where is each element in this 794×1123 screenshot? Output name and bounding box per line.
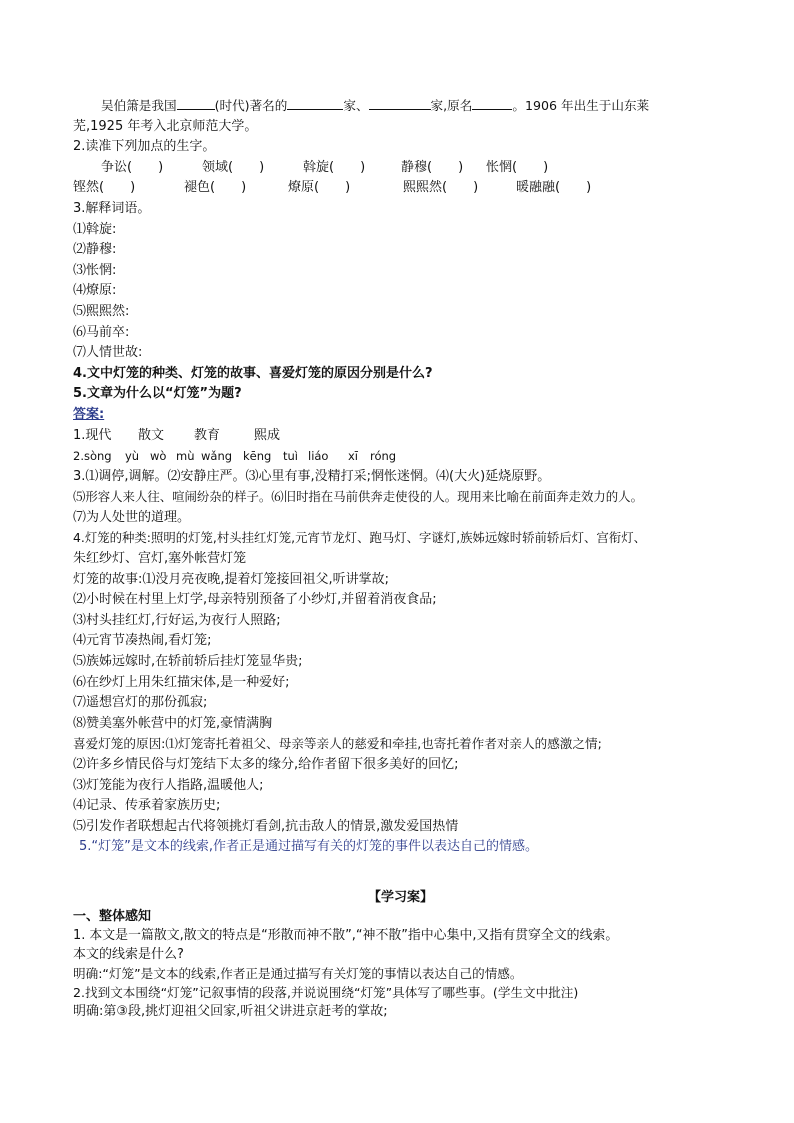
answer-4-story: ⑺遥想宫灯的那份孤寂; <box>73 695 208 711</box>
study-q2-line: 2.找到文本围绕“灯笼”记叙事情的段落,并说说围绕“灯笼”具体写了哪些事。(学生文中批注) <box>73 984 579 1000</box>
answer-label: 答案: <box>73 406 105 422</box>
answer-4-reason: ⑵许多乡情民俗与灯笼结下太多的缘分,给作者留下很多美好的回忆; <box>73 757 459 772</box>
study-q2-answer: 明确:第③段,挑灯迎祖父回家,听祖父讲进京赶考的掌故; <box>73 1003 388 1019</box>
answer-4-reason: ⑶灯笼能为夜行人指路,温暖他人; <box>73 777 264 793</box>
blank-era <box>177 96 215 110</box>
q3-item: ⑵静穆: <box>73 242 117 258</box>
q5-question: 5.文章为什么以“灯笼”为题? <box>73 386 242 402</box>
answer-3-line: ⑸形容人来人往、喧闹纷杂的样子。⑹旧时指在马前供奔走使役的人。现用来比喻在前面奔走效力的人。 <box>73 489 643 505</box>
blank-genre-2 <box>369 96 431 110</box>
answer-2: 2.sòng yù wò mù wǎng kēng tuì liáo xī róng <box>73 449 397 464</box>
answer-4-story: ⑹在纱灯上用朱红描宋体,是一种爱好; <box>73 674 290 690</box>
q2-title: 2.读准下列加点的生字。 <box>73 139 216 155</box>
q3-item: ⑹马前卒: <box>73 324 130 340</box>
q2-row-2: 铿然( ) 褪色( ) 燎原( ) 熙熙然( ) 暖融融( ) <box>73 180 592 196</box>
answer-3-line: ⑺为人处世的道理。 <box>73 509 191 525</box>
q3-item: ⑺人情世故: <box>73 345 143 361</box>
answer-4-types: 朱红纱灯、宫灯,塞外帐营灯笼 <box>73 551 247 567</box>
answer-5: 5.“灯笼”是文本的线索,作者正是通过描写有关的灯笼的事件以表达自己的情感。 <box>79 839 539 855</box>
answer-4-types: 4.灯笼的种类:照明的灯笼,村头挂红灯笼,元宵节龙灯、跑马灯、字谜灯,族姊远嫁时轿前轿后灯、宫衔灯、 <box>73 530 646 546</box>
answer-4-story: ⑻赞美塞外帐营中的灯笼,豪情满胸 <box>73 715 273 731</box>
study-heading-overall: 一、整体感知 <box>73 908 152 924</box>
document-page <box>73 96 728 1021</box>
q4-question: 4.文中灯笼的种类、灯笼的故事、喜爱灯笼的原因分别是什么? <box>73 365 433 381</box>
study-q1-line: 本文的线索是什么? <box>73 946 184 962</box>
q3-item: ⑷燎原: <box>73 283 117 299</box>
answer-1: 1.现代 散文 教育 熙成 <box>73 427 281 443</box>
answer-3-line: 3.⑴调停,调解。⑵安静庄严。⑶心里有事,没精打采;惘怅迷惘。⑷(大火)延烧原野。 <box>73 468 551 484</box>
blank-original-name <box>472 96 512 110</box>
answer-4-story: 灯笼的故事:⑴没月亮夜晚,提着灯笼接回祖父,听讲掌故; <box>73 571 390 587</box>
answer-4-story: ⑷元宵节凑热闹,看灯笼; <box>73 633 212 649</box>
answer-4-story: ⑸族姊远嫁时,在轿前轿后挂灯笼显华贵; <box>73 654 303 670</box>
study-q1-answer: 明确:“灯笼”是文本的线索,作者正是通过描写有关灯笼的事情以表达自己的情感。 <box>73 965 523 981</box>
q2-row-1: 争讼( ) 领域( ) 斡旋( ) 静穆( ) 怅惘( ) <box>101 159 549 175</box>
study-q1-line: 1. 本文是一篇散文,散文的特点是“形散而神不散”,“神不散”指中心集中,又指有贯穿全文的线索。 <box>73 927 619 943</box>
study-section-title: 【学习案】 <box>367 889 433 905</box>
q3-item: ⑸熙熙然: <box>73 303 130 319</box>
answer-4-reason: ⑷记录、传承着家族历史; <box>73 798 221 814</box>
answer-4-reason: ⑸引发作者联想起古代将领挑灯看剑,抗击敌人的情景,激发爱国热情 <box>73 818 459 834</box>
q3-item: ⑴斡旋: <box>73 221 117 237</box>
intro-line-2: 芜,1925 年考入北京师范大学。 <box>73 118 258 134</box>
blank-genre-1 <box>287 96 343 110</box>
intro-line-1: 吴伯箫是我国 (时代)著名的 家、 家,原名 。1906 年出生于山东莱 <box>101 98 650 113</box>
answer-4-reason: 喜爱灯笼的原因:⑴灯笼寄托着祖父、母亲等亲人的慈爱和牵挂,也寄托着作者对亲人的感激之情; <box>73 736 602 752</box>
q3-item: ⑶怅惘: <box>73 262 117 278</box>
spacer <box>73 858 728 888</box>
q3-title: 3.解释词语。 <box>73 200 151 216</box>
answer-4-story: ⑵小时候在村里上灯学,母亲特别预备了小纱灯,并留着消夜食品; <box>73 592 437 608</box>
answer-4-story: ⑶村头挂红灯,行好运,为夜行人照路; <box>73 612 281 628</box>
